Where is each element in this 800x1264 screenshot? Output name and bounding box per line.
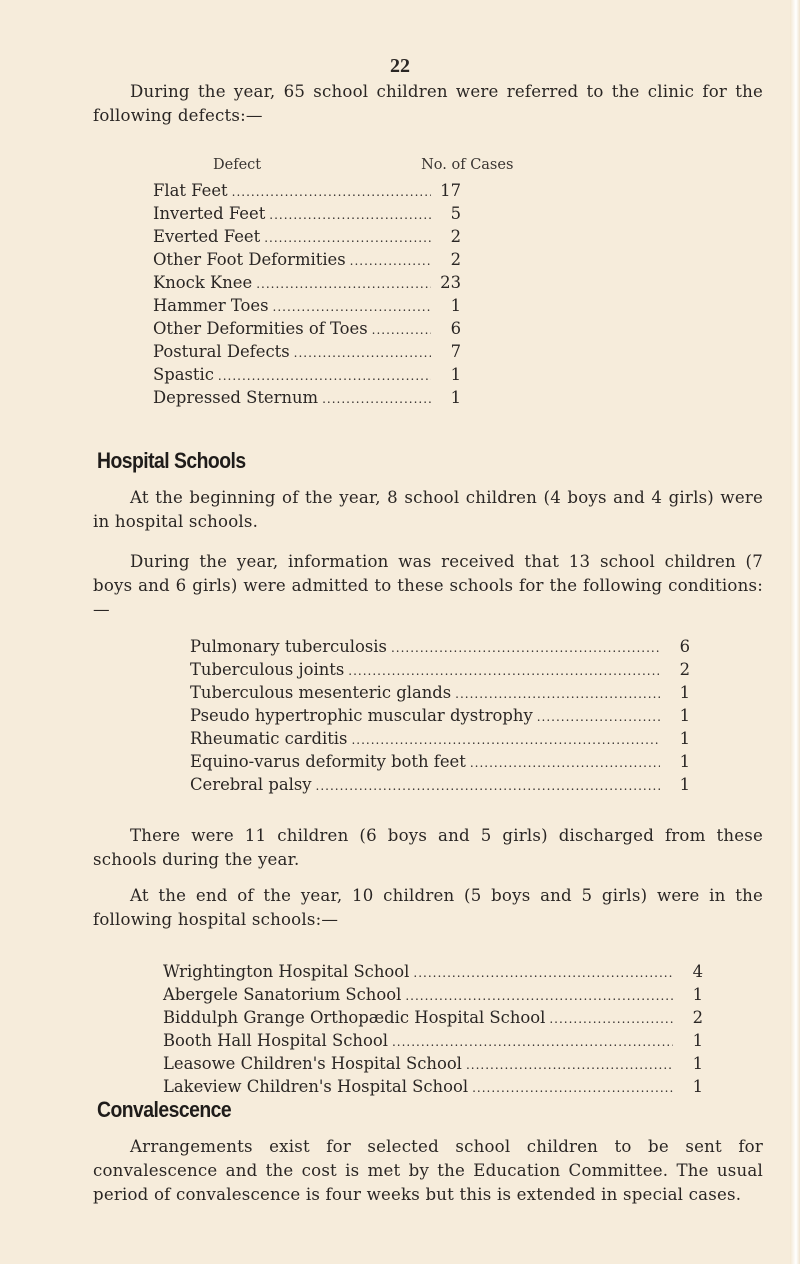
defects-table-body bbox=[153, 181, 461, 411]
table-row bbox=[190, 683, 690, 706]
table-row bbox=[190, 775, 690, 798]
table-row bbox=[163, 985, 703, 1008]
row-value: 4 bbox=[692, 962, 703, 981]
table-row bbox=[190, 660, 690, 683]
row-label: Rheumatic carditis bbox=[190, 729, 348, 748]
conditions-table-body bbox=[190, 637, 690, 798]
row-label: Equino-varus deformity both feet bbox=[190, 752, 466, 771]
row-label: Tuberculous mesenteric glands bbox=[190, 683, 452, 702]
row-label: Postural Defects bbox=[153, 342, 290, 361]
convalescence-paragraph bbox=[93, 1135, 763, 1207]
dot-leader bbox=[348, 664, 660, 678]
hospital-para-1-text: At the beginning of the year, 8 school children (4 boys and 4 girls) were in hospital schools. bbox=[93, 488, 763, 531]
header-cases: No. of Cases bbox=[421, 157, 514, 173]
dot-leader bbox=[466, 1058, 673, 1072]
convalescence-heading: Convalescence bbox=[97, 1097, 232, 1122]
row-value: 1 bbox=[692, 1077, 703, 1096]
convalescence-text: Arrangements exist for selected school children to be sent for convalescence and the cost is met by the Education Committee. The usual period of convalescence is four weeks but this is extended in special cases. bbox=[93, 1137, 763, 1204]
hospital-para-1 bbox=[93, 486, 763, 534]
row-value: 5 bbox=[450, 204, 461, 223]
table-row bbox=[153, 181, 461, 204]
row-value: 23 bbox=[440, 273, 461, 292]
row-label: Wrightington Hospital School bbox=[163, 962, 410, 981]
intro-text: During the year, 65 school children were referred to the clinic for the following defects:— bbox=[93, 82, 763, 125]
dot-leader bbox=[537, 710, 660, 724]
row-value: 1 bbox=[450, 296, 461, 315]
table-row bbox=[190, 729, 690, 752]
row-label: Spastic bbox=[153, 365, 214, 384]
row-value: 7 bbox=[450, 342, 461, 361]
defects-table bbox=[153, 157, 561, 411]
row-label: Flat Feet bbox=[153, 181, 228, 200]
table-row bbox=[153, 204, 461, 227]
hospital-para-2 bbox=[93, 550, 763, 622]
page-number: 22 bbox=[390, 55, 410, 77]
row-label: Cerebral palsy bbox=[190, 775, 312, 794]
row-label: Abergele Sanatorium School bbox=[163, 985, 402, 1004]
table-row bbox=[153, 296, 461, 319]
dot-leader bbox=[392, 1035, 673, 1049]
row-label: Tuberculous joints bbox=[190, 660, 345, 679]
dot-leader bbox=[350, 254, 431, 268]
table-row bbox=[153, 319, 461, 342]
intro-paragraph bbox=[93, 80, 763, 128]
table-row bbox=[153, 342, 461, 365]
schools-table bbox=[163, 962, 703, 1100]
table-row bbox=[163, 1054, 703, 1077]
row-value: 6 bbox=[450, 319, 461, 338]
table-row bbox=[190, 637, 690, 660]
dot-leader bbox=[322, 392, 431, 406]
page-edge bbox=[790, 0, 800, 1264]
row-value: 1 bbox=[450, 365, 461, 384]
dot-leader bbox=[316, 779, 660, 793]
table-row bbox=[153, 388, 461, 411]
row-label: Inverted Feet bbox=[153, 204, 266, 223]
hospital-para-3 bbox=[93, 824, 763, 872]
dot-leader bbox=[269, 208, 431, 222]
hospital-para-4 bbox=[93, 884, 763, 932]
row-label: Pulmonary tuberculosis bbox=[190, 637, 387, 656]
row-label: Leasowe Children's Hospital School bbox=[163, 1054, 462, 1073]
table-row bbox=[153, 273, 461, 296]
hospital-para-3-text: There were 11 children (6 boys and 5 girls) discharged from these schools during the year. bbox=[93, 826, 763, 869]
row-value: 1 bbox=[679, 706, 690, 725]
dot-leader bbox=[455, 687, 660, 701]
dot-leader bbox=[470, 756, 660, 770]
defects-table-header bbox=[153, 157, 561, 181]
dot-leader bbox=[273, 300, 431, 314]
row-label: Booth Hall Hospital School bbox=[163, 1031, 388, 1050]
dot-leader bbox=[372, 323, 431, 337]
table-row bbox=[163, 1008, 703, 1031]
row-value: 1 bbox=[450, 388, 461, 407]
table-row bbox=[153, 227, 461, 250]
dot-leader bbox=[472, 1081, 673, 1095]
row-value: 2 bbox=[679, 660, 690, 679]
row-label: Other Foot Deformities bbox=[153, 250, 346, 269]
table-row bbox=[190, 706, 690, 729]
row-value: 2 bbox=[692, 1008, 703, 1027]
table-row bbox=[163, 962, 703, 985]
dot-leader bbox=[405, 989, 673, 1003]
dot-leader bbox=[232, 185, 431, 199]
table-row bbox=[163, 1031, 703, 1054]
table-row bbox=[153, 250, 461, 273]
row-value: 2 bbox=[450, 250, 461, 269]
conditions-table bbox=[190, 637, 690, 798]
table-row bbox=[153, 365, 461, 388]
hospital-schools-heading: Hospital Schools bbox=[97, 448, 246, 473]
row-value: 1 bbox=[679, 752, 690, 771]
header-defect: Defect bbox=[213, 157, 262, 173]
row-value: 1 bbox=[692, 1031, 703, 1050]
hospital-para-4-text: At the end of the year, 10 children (5 boys and 5 girls) were in the following hospital schools:— bbox=[93, 886, 763, 929]
row-label: Knock Knee bbox=[153, 273, 253, 292]
row-label: Other Deformities of Toes bbox=[153, 319, 368, 338]
row-label: Everted Feet bbox=[153, 227, 261, 246]
row-value: 17 bbox=[440, 181, 461, 200]
hospital-para-2-text: During the year, information was received that 13 school children (7 boys and 6 girls) were admitted to these schools for the following conditions:— bbox=[93, 552, 763, 619]
row-label: Biddulph Grange Orthopædic Hospital School bbox=[163, 1008, 546, 1027]
row-value: 1 bbox=[679, 775, 690, 794]
dot-leader bbox=[264, 231, 431, 245]
row-label: Hammer Toes bbox=[153, 296, 269, 315]
dot-leader bbox=[294, 346, 431, 360]
row-label: Lakeview Children's Hospital School bbox=[163, 1077, 469, 1096]
dot-leader bbox=[256, 277, 431, 291]
schools-table-body bbox=[163, 962, 703, 1100]
row-value: 1 bbox=[679, 683, 690, 702]
row-value: 6 bbox=[679, 637, 690, 656]
dot-leader bbox=[549, 1012, 673, 1026]
row-value: 2 bbox=[450, 227, 461, 246]
row-value: 1 bbox=[679, 729, 690, 748]
row-value: 1 bbox=[692, 1054, 703, 1073]
row-value: 1 bbox=[692, 985, 703, 1004]
dot-leader bbox=[391, 641, 660, 655]
dot-leader bbox=[413, 966, 673, 980]
dot-leader bbox=[351, 733, 660, 747]
table-row bbox=[190, 752, 690, 775]
row-label: Pseudo hypertrophic muscular dystrophy bbox=[190, 706, 533, 725]
dot-leader bbox=[218, 369, 431, 383]
row-label: Depressed Sternum bbox=[153, 388, 319, 407]
table-row bbox=[163, 1077, 703, 1100]
